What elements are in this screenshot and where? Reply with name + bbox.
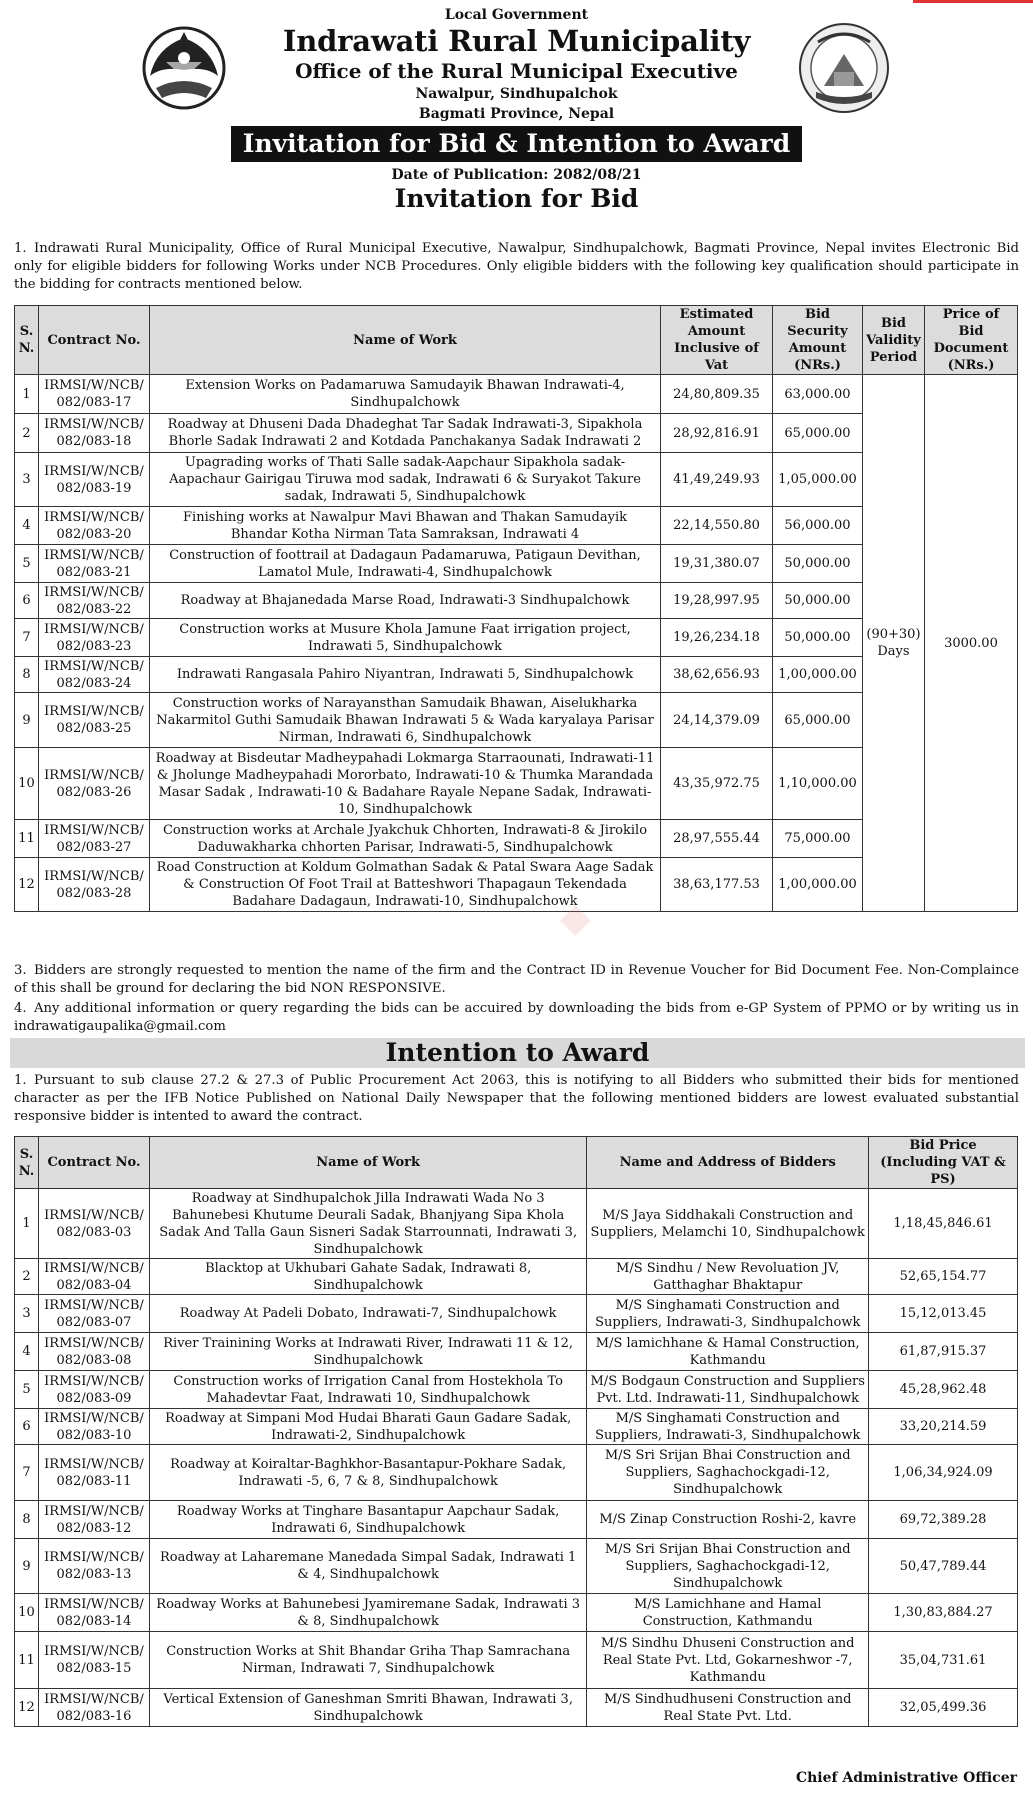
bid-row-security: 1,00,000.00 <box>773 858 863 912</box>
municipality-name: Indrawati Rural Municipality <box>282 24 751 58</box>
award-row-bidder: M/S Zinap Construction Roshi-2, kavre <box>587 1501 869 1539</box>
award-row-price: 33,20,214.59 <box>869 1409 1018 1445</box>
award-paragraph-1-number: 1. <box>14 1073 27 1088</box>
office-name: Office of the Rural Municipal Executive <box>295 59 738 83</box>
bid-row-amount: 28,92,816.91 <box>661 414 773 453</box>
award-row-work: Roadway at Simpani Mod Hudai Bharati Gaun Gadare Sadak, Indrawati-2, Sindhupalchowk <box>149 1409 586 1445</box>
bid-row-amount: 19,31,380.07 <box>661 545 773 583</box>
award-row-sn: 11 <box>15 1632 39 1689</box>
bid-row-work: Finishing works at Nawalpur Mavi Bhawan and Thakan Samudayik Bhandar Kotha Nirman Tata Samraksan, Indrawati 4 <box>149 507 660 545</box>
bid-row-sn: 1 <box>15 375 39 414</box>
bid-col-docprice: Price of Bid Document (NRs.) <box>924 306 1017 375</box>
bid-row-amount: 22,14,550.80 <box>661 507 773 545</box>
bid-row-sn: 11 <box>15 820 39 858</box>
bid-row-work: Roadway at Bhajanedada Marse Road, Indrawati-3 Sindhupalchowk <box>149 583 660 619</box>
office-address: Nawalpur, Sindhupalchok <box>415 86 618 102</box>
bid-row-security: 65,000.00 <box>773 693 863 748</box>
award-row-bidder: M/S Sindhu / New Revoluation JV, Gatthaghar Bhaktapur <box>587 1259 869 1295</box>
bid-table-row <box>15 375 1018 414</box>
award-row-work: Roadway At Padeli Dobato, Indrawati-7, Sindhupalchowk <box>149 1295 586 1333</box>
bid-col-amount: Estimated Amount Inclusive of Vat <box>661 306 773 375</box>
award-table-row <box>15 1632 1018 1689</box>
bid-document-price: 3000.00 <box>924 375 1017 912</box>
award-row-bidder: M/S Lamichhane and Hamal Construction, Kathmandu <box>587 1594 869 1632</box>
bid-col-contract: Contract No. <box>38 306 149 375</box>
bid-row-security: 50,000.00 <box>773 619 863 657</box>
award-title: Intention to Award <box>10 1038 1025 1068</box>
province-name: Bagmati Province, Nepal <box>418 106 615 122</box>
bid-row-amount: 43,35,972.75 <box>661 748 773 820</box>
bid-row-contract: IRMSI/W/NCB/ 082/083-24 <box>38 657 149 693</box>
bid-row-work: Construction works of Narayansthan Samudaik Bhawan, Aiselukharka Nakarmitol Guthi Samudaik Bhawan Indrawati 5 & Wada karyalaya Parisar Nirman, Indrawati 6, Sindhupalchowk <box>149 693 660 748</box>
award-row-work: Roadway Works at Tinghare Basantapur Aapchaur Sadak, Indrawati 6, Sindhupalchowk <box>149 1501 586 1539</box>
award-row-contract: IRMSI/W/NCB/ 082/083-11 <box>38 1445 149 1501</box>
watermark-mark: ◆ <box>560 895 591 941</box>
award-row-work: Roadway at Laharemane Manedada Simpal Sadak, Indrawati 1 & 4, Sindhupalchowk <box>149 1539 586 1594</box>
bid-row-sn: 2 <box>15 414 39 453</box>
bid-row-sn: 12 <box>15 858 39 912</box>
award-row-contract: IRMSI/W/NCB/ 082/083-04 <box>38 1259 149 1295</box>
bid-col-work: Name of Work <box>149 306 660 375</box>
award-row-bidder: M/S Singhamati Construction and Suppliers, Indrawati-3, Sindhupalchowk <box>587 1295 869 1333</box>
award-col-sn: S. N. <box>15 1137 39 1189</box>
bid-col-validity: Bid Validity Period <box>862 306 924 375</box>
award-table-row <box>15 1295 1018 1333</box>
award-row-contract: IRMSI/W/NCB/ 082/083-14 <box>38 1594 149 1632</box>
award-row-contract: IRMSI/W/NCB/ 082/083-03 <box>38 1189 149 1259</box>
bid-paragraph-1-number: 1. <box>14 241 27 256</box>
award-row-contract: IRMSI/W/NCB/ 082/083-12 <box>38 1501 149 1539</box>
bid-row-amount: 38,63,177.53 <box>661 858 773 912</box>
award-row-sn: 12 <box>15 1689 39 1727</box>
award-row-work: Roadway Works at Bahunebesi Jyamiremane Sadak, Indrawati 3 & 8, Sindhupalchowk <box>149 1594 586 1632</box>
bid-row-security: 65,000.00 <box>773 414 863 453</box>
award-table-row <box>15 1445 1018 1501</box>
award-row-contract: IRMSI/W/NCB/ 082/083-15 <box>38 1632 149 1689</box>
bid-row-contract: IRMSI/W/NCB/ 082/083-28 <box>38 858 149 912</box>
bid-paragraph-4-number: 4. <box>14 1001 27 1016</box>
bid-row-amount: 24,14,379.09 <box>661 693 773 748</box>
local-government-label: Local Government <box>444 7 589 23</box>
top-accent-bar <box>913 0 1033 3</box>
award-table-row <box>15 1409 1018 1445</box>
award-row-sn: 6 <box>15 1409 39 1445</box>
award-row-sn: 8 <box>15 1501 39 1539</box>
bid-row-work: Construction works at Musure Khola Jamune Faat irrigation project, Indrawati 5, Sindhupalchowk <box>149 619 660 657</box>
bid-row-contract: IRMSI/W/NCB/ 082/083-23 <box>38 619 149 657</box>
award-row-bidder: M/S Sindhu Dhuseni Construction and Real State Pvt. Ltd, Gokarneshwor -7, Kathmandu <box>587 1632 869 1689</box>
award-row-price: 69,72,389.28 <box>869 1501 1018 1539</box>
award-row-bidder: M/S lamichhane & Hamal Construction, Kathmandu <box>587 1333 869 1371</box>
bid-row-work: Road Construction at Koldum Golmathan Sadak & Patal Swara Aage Sadak & Construction Of Foot Trail at Batteshwori Thapagaun Tekendada Badahare Dadagaun, Indrawati-10, Sindhupalchowk <box>149 858 660 912</box>
award-row-price: 1,30,83,884.27 <box>869 1594 1018 1632</box>
award-row-sn: 4 <box>15 1333 39 1371</box>
award-row-price: 1,18,45,846.61 <box>869 1189 1018 1259</box>
award-row-sn: 7 <box>15 1445 39 1501</box>
award-row-contract: IRMSI/W/NCB/ 082/083-10 <box>38 1409 149 1445</box>
bid-table-header-row <box>15 306 1018 375</box>
award-row-work: Construction Works at Shit Bhandar Griha Thap Samrachana Nirman, Indrawati 7, Sindhupalchowk <box>149 1632 586 1689</box>
bid-row-amount: 41,49,249.93 <box>661 453 773 507</box>
bid-paragraph-1 <box>14 240 1019 294</box>
award-row-sn: 2 <box>15 1259 39 1295</box>
award-table <box>14 1136 1018 1727</box>
bid-row-amount: 19,28,997.95 <box>661 583 773 619</box>
bid-row-security: 1,05,000.00 <box>773 453 863 507</box>
bid-row-work: Extension Works on Padamaruwa Samudayik Bhawan Indrawati-4, Sindhupalchowk <box>149 375 660 414</box>
award-row-sn: 10 <box>15 1594 39 1632</box>
award-table-body <box>15 1189 1018 1727</box>
award-table-row <box>15 1371 1018 1409</box>
bid-col-sn: S. N. <box>15 306 39 375</box>
bid-table-body <box>15 375 1018 912</box>
notice-banner: Invitation for Bid & Intention to Award <box>231 126 802 162</box>
award-row-bidder: M/S Bodgaun Construction and Suppliers Pvt. Ltd. Indrawati-11, Sindhupalchowk <box>587 1371 869 1409</box>
award-row-bidder: M/S Sri Srijan Bhai Construction and Suppliers, Saghachockgadi-12, Sindhupalchowk <box>587 1539 869 1594</box>
bid-row-work: Roadway at Dhuseni Dada Dhadeghat Tar Sadak Indrawati-3, Sipakhola Bhorle Sadak Indrawati 2 and Kotdada Panchakanya Sadak Indrawati 2 <box>149 414 660 453</box>
bid-row-security: 50,000.00 <box>773 545 863 583</box>
bid-row-contract: IRMSI/W/NCB/ 082/083-20 <box>38 507 149 545</box>
award-col-bidder: Name and Address of Bidders <box>587 1137 869 1189</box>
bid-row-security: 1,00,000.00 <box>773 657 863 693</box>
bid-row-security: 63,000.00 <box>773 375 863 414</box>
award-row-work: Blacktop at Ukhubari Gahate Sadak, Indrawati 8, Sindhupalchowk <box>149 1259 586 1295</box>
award-row-contract: IRMSI/W/NCB/ 082/083-16 <box>38 1689 149 1727</box>
bid-row-sn: 6 <box>15 583 39 619</box>
bid-validity-period: (90+30) Days <box>862 375 924 912</box>
award-col-contract: Contract No. <box>38 1137 149 1189</box>
award-row-contract: IRMSI/W/NCB/ 082/083-08 <box>38 1333 149 1371</box>
bid-paragraph-4 <box>14 1000 1019 1036</box>
bid-row-work: Indrawati Rangasala Pahiro Niyantran, Indrawati 5, Sindhupalchowk <box>149 657 660 693</box>
bid-row-sn: 7 <box>15 619 39 657</box>
award-row-sn: 9 <box>15 1539 39 1594</box>
award-row-price: 32,05,499.36 <box>869 1689 1018 1727</box>
bid-row-amount: 28,97,555.44 <box>661 820 773 858</box>
award-row-price: 15,12,013.45 <box>869 1295 1018 1333</box>
bid-paragraph-3 <box>14 962 1019 998</box>
award-row-sn: 1 <box>15 1189 39 1259</box>
bid-row-amount: 24,80,809.35 <box>661 375 773 414</box>
bid-row-contract: IRMSI/W/NCB/ 082/083-25 <box>38 693 149 748</box>
award-col-work: Name of Work <box>149 1137 586 1189</box>
bid-row-work: Construction works at Archale Jyakchuk Chhorten, Indrawati-8 & Jirokilo Daduwakharka chhorten Parisar, Indrawati-5, Sindhupalchowk <box>149 820 660 858</box>
bid-row-contract: IRMSI/W/NCB/ 082/083-19 <box>38 453 149 507</box>
bid-row-contract: IRMSI/W/NCB/ 082/083-27 <box>38 820 149 858</box>
award-paragraph-1-text: Pursuant to sub clause 27.2 & 27.3 of Public Procurement Act 2063, this is notifying to all Bidders who submitted their bids for mentioned character as per the IFB Notice Published on National Daily Newspaper that the following mentioned bidders are lowest evaluated substantial responsive bidder is intented to award the contract. <box>14 1073 1019 1124</box>
award-row-bidder: M/S Sindhudhuseni Construction and Real State Pvt. Ltd. <box>587 1689 869 1727</box>
award-row-sn: 3 <box>15 1295 39 1333</box>
award-row-bidder: M/S Singhamati Construction and Suppliers, Indrawati-3, Sindhupalchowk <box>587 1409 869 1445</box>
bid-row-sn: 5 <box>15 545 39 583</box>
award-paragraph-1 <box>14 1072 1019 1126</box>
award-table-row <box>15 1594 1018 1632</box>
award-table-row <box>15 1501 1018 1539</box>
bid-row-sn: 3 <box>15 453 39 507</box>
bid-row-contract: IRMSI/W/NCB/ 082/083-17 <box>38 375 149 414</box>
award-table-row <box>15 1259 1018 1295</box>
award-row-contract: IRMSI/W/NCB/ 082/083-09 <box>38 1371 149 1409</box>
bid-row-contract: IRMSI/W/NCB/ 082/083-18 <box>38 414 149 453</box>
award-row-contract: IRMSI/W/NCB/ 082/083-07 <box>38 1295 149 1333</box>
bid-row-work: Construction of foottrail at Dadagaun Padamaruwa, Patigaun Devithan, Lamatol Mule, Indrawati-4, Sindhupalchowk <box>149 545 660 583</box>
award-row-price: 61,87,915.37 <box>869 1333 1018 1371</box>
bid-row-sn: 10 <box>15 748 39 820</box>
award-row-work: Construction works of Irrigation Canal from Hostekhola To Mahadevtar Faat, Indrawati 10, Sindhupalchowk <box>149 1371 586 1409</box>
bid-row-contract: IRMSI/W/NCB/ 082/083-21 <box>38 545 149 583</box>
award-row-work: Vertical Extension of Ganeshman Smriti Bhawan, Indrawati 3, Sindhupalchowk <box>149 1689 586 1727</box>
bid-row-sn: 9 <box>15 693 39 748</box>
award-table-row <box>15 1689 1018 1727</box>
bid-paragraph-1-text: Indrawati Rural Municipality, Office of Rural Municipal Executive, Nawalpur, Sindhupalchowk, Bagmati Province, Nepal invites Electronic Bid only for eligible bidders for following Works under NCB Procedures. Only eligible bidders with the following key qualification should participate in the bidding for contracts mentioned below. <box>14 241 1019 292</box>
award-row-work: River Trainining Works at Indrawati River, Indrawati 11 & 12, Sindhupalchowk <box>149 1333 586 1371</box>
bid-row-sn: 4 <box>15 507 39 545</box>
bid-row-amount: 38,62,656.93 <box>661 657 773 693</box>
bid-row-work: Upagrading works of Thati Salle sadak-Aapchaur Sipakhola sadak-Aapachaur Gairigau Tiruwa mod sadak, Indrawati 6 & Suryakot Takure sadak, Indrawati 5, Sindhupalchowk <box>149 453 660 507</box>
publication-date: Date of Publication: 2082/08/21 <box>391 167 642 183</box>
bid-paragraph-3-text: Bidders are strongly requested to mention the name of the firm and the Contract ID in Revenue Voucher for Bid Document Fee. Non-Complaince of this shall be ground for declaring the bid NON RESPONSIVE. <box>14 963 1019 996</box>
award-table-row <box>15 1333 1018 1371</box>
award-row-work: Roadway at Koiraltar-Baghkhor-Basantapur-Pokhare Sadak, Indrawati -5, 6, 7 & 8, Sindhupalchowk <box>149 1445 586 1501</box>
award-row-bidder: M/S Jaya Siddhakali Construction and Suppliers, Melamchi 10, Sindhupalchowk <box>587 1189 869 1259</box>
bid-col-security: Bid Security Amount (NRs.) <box>773 306 863 375</box>
award-col-price: Bid Price (Including VAT & PS) <box>869 1137 1018 1189</box>
award-row-price: 52,65,154.77 <box>869 1259 1018 1295</box>
bid-row-security: 75,000.00 <box>773 820 863 858</box>
bid-table <box>14 305 1018 912</box>
award-row-contract: IRMSI/W/NCB/ 082/083-13 <box>38 1539 149 1594</box>
award-row-sn: 5 <box>15 1371 39 1409</box>
bid-row-security: 1,10,000.00 <box>773 748 863 820</box>
award-row-price: 35,04,731.61 <box>869 1632 1018 1689</box>
award-row-bidder: M/S Sri Srijan Bhai Construction and Suppliers, Saghachockgadi-12, Sindhupalchowk <box>587 1445 869 1501</box>
award-row-price: 50,47,789.44 <box>869 1539 1018 1594</box>
bid-row-contract: IRMSI/W/NCB/ 082/083-22 <box>38 583 149 619</box>
bid-row-work: Roadway at Bisdeutar Madheypahadi Lokmarga Starraounati, Indrawati-11 & Jholunge Madheypahadi Mororbato, Indrawati-10 & Thumka Marandada Masar Sadak , Indrawati-10 & Badahare Rayale Nepane Sadak, Indrawati-10, Sindhupalchowk <box>149 748 660 820</box>
award-row-work: Roadway at Sindhupalchok Jilla Indrawati Wada No 3 Bahunebesi Khutume Deurali Sadak, Bhanjyang Sipa Khola Sadak And Talla Gaun Sisneri Sadak Starrounnati, Indrawati 3, Sindhupalchowk <box>149 1189 586 1259</box>
bid-paragraph-4-text: Any additional information or query regarding the bids can be accuired by downloading the bids from e-GP System of PPMO or by writing us in indrawatigaupalika@gmail.com <box>14 1001 1019 1034</box>
bid-row-amount: 19,26,234.18 <box>661 619 773 657</box>
bid-paragraph-3-number: 3. <box>14 963 27 978</box>
award-table-row <box>15 1539 1018 1594</box>
signature-line: Chief Administrative Officer <box>795 1770 1017 1786</box>
bid-row-contract: IRMSI/W/NCB/ 082/083-26 <box>38 748 149 820</box>
award-row-price: 45,28,962.48 <box>869 1371 1018 1409</box>
bid-row-security: 56,000.00 <box>773 507 863 545</box>
invitation-title: Invitation for Bid <box>394 184 639 213</box>
award-table-header-row <box>15 1137 1018 1189</box>
award-table-row <box>15 1189 1018 1259</box>
bid-row-security: 50,000.00 <box>773 583 863 619</box>
notice-header <box>0 6 1033 214</box>
award-row-price: 1,06,34,924.09 <box>869 1445 1018 1501</box>
bid-row-sn: 8 <box>15 657 39 693</box>
